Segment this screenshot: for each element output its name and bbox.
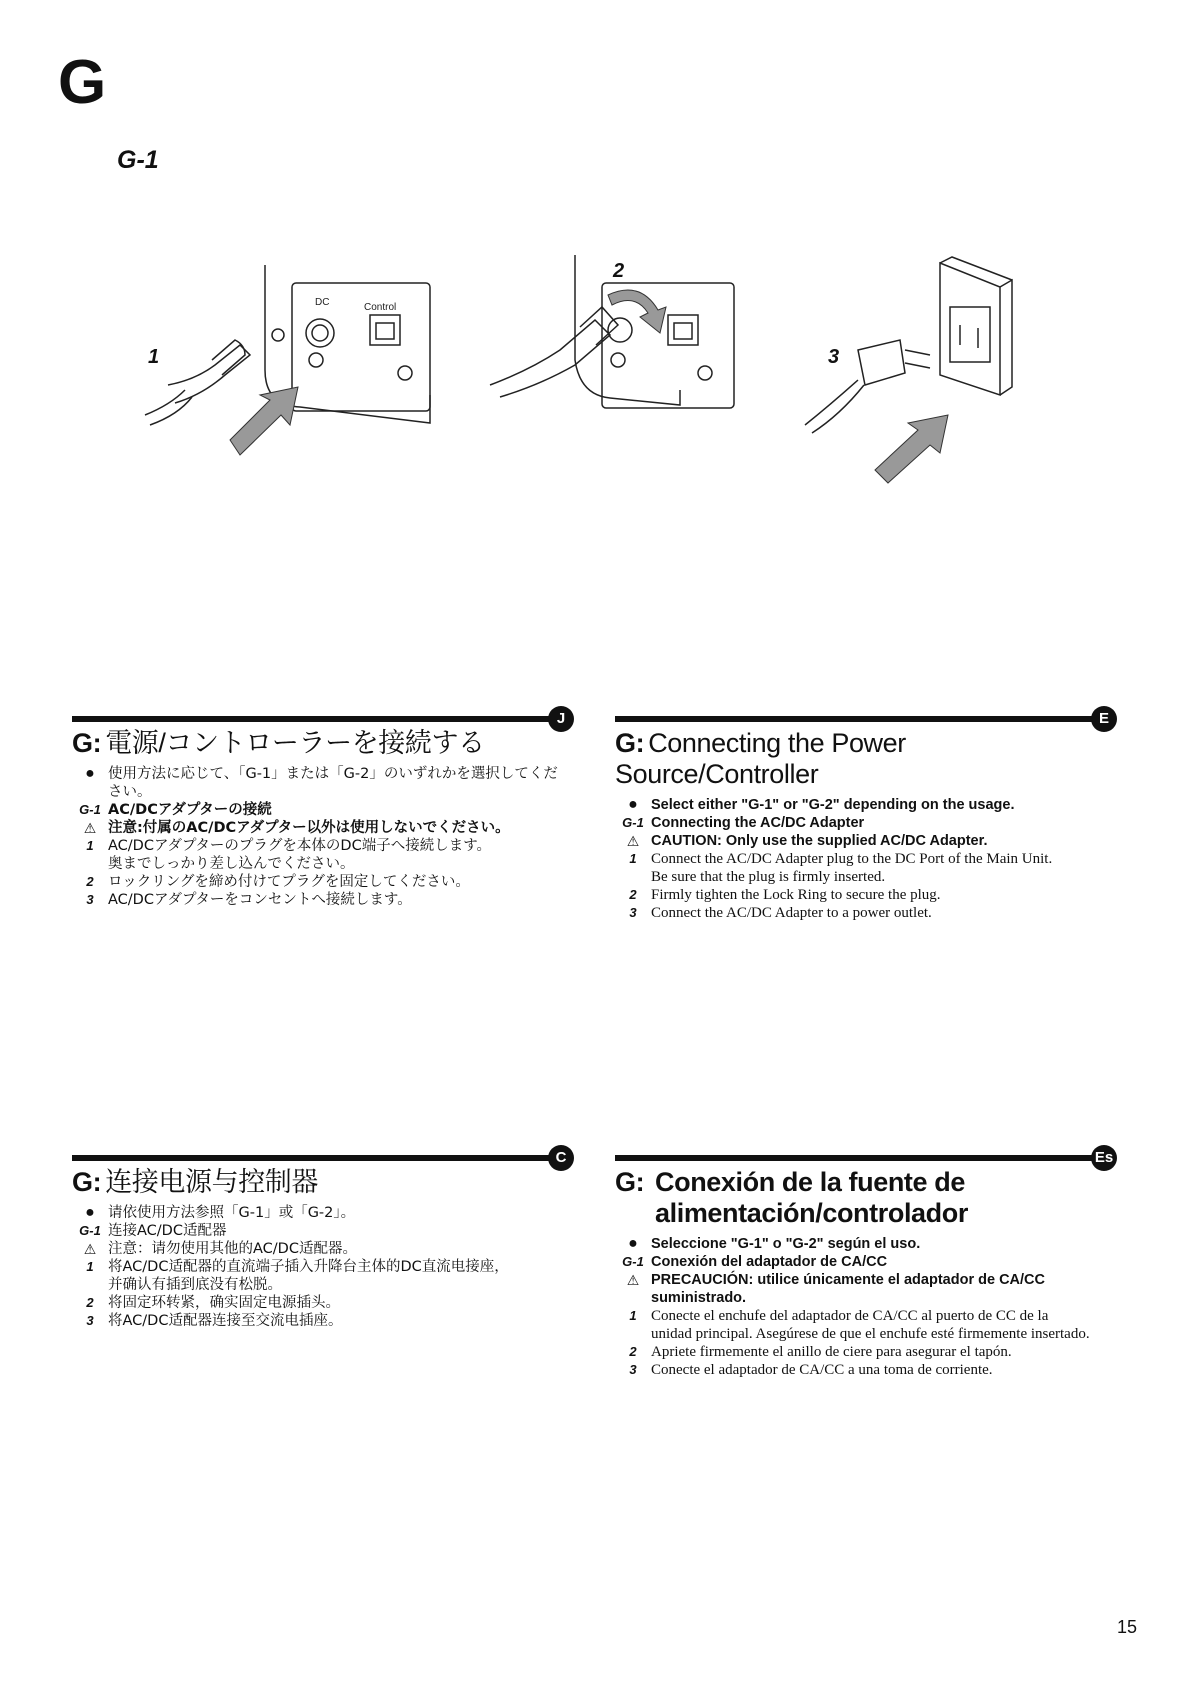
step-row — [615, 886, 1115, 904]
caution-row — [615, 832, 1115, 850]
g1-row — [72, 801, 572, 819]
step-row — [72, 1258, 572, 1294]
g1-label: G-1 — [622, 815, 644, 830]
dc-port-label: DC — [315, 297, 330, 308]
caution-row — [72, 819, 572, 837]
step-text: Conecte el enchufe del adaptador de CA/CC al puerto de CC de la unidad principal. Asegúrese de que el enchufe esté firmemente insertado. — [651, 1308, 1090, 1342]
step-number: 1 — [629, 1308, 637, 1323]
g1-title: Connecting the AC/DC Adapter — [651, 815, 865, 831]
warning-icon: ⚠ — [626, 1272, 640, 1288]
step-text: 将AC/DC适配器的直流端子插入升降台主体的DC直流电接座， 并确认有插到底没有松脱。 — [108, 1259, 509, 1293]
heading-text: 连接电源与控制器 — [105, 1167, 319, 1197]
step2-illustration — [490, 255, 734, 408]
language-badge-es: Es — [1091, 1145, 1117, 1171]
bullet-icon: ● — [85, 1204, 95, 1221]
section-rule — [72, 1149, 567, 1166]
section-heading — [72, 1167, 572, 1198]
step-row — [615, 1343, 1115, 1361]
step-number: 2 — [86, 874, 94, 889]
select-text: 请依使用方法参照「G-1」或「G-2」。 — [108, 1205, 356, 1221]
g1-label: G-1 — [622, 1254, 644, 1269]
caution-text: CAUTION: Only use the supplied AC/DC Adapter. — [651, 833, 988, 849]
section-heading — [615, 728, 1115, 790]
g1-title: 连接AC/DC适配器 — [108, 1223, 227, 1239]
japanese-section — [72, 710, 572, 909]
step-row — [615, 850, 1115, 886]
select-row — [615, 796, 1115, 814]
step-row — [615, 1361, 1115, 1379]
step2-number: 2 — [613, 260, 625, 282]
heading-prefix: G: — [615, 1167, 645, 1197]
step-text: 将固定环转紧，确实固定电源插头。 — [108, 1295, 340, 1311]
step-row — [72, 1312, 572, 1330]
step-number: 3 — [629, 905, 637, 920]
select-row — [72, 765, 572, 801]
g1-label: G-1 — [79, 1223, 101, 1238]
heading-prefix: G: — [72, 728, 102, 758]
figure-label: G-1 — [117, 146, 159, 174]
chinese-section — [72, 1149, 572, 1330]
caution-text: 注意:付属のAC/DCアダプター以外は使用しないでください。 — [108, 820, 510, 836]
warning-icon: ⚠ — [83, 820, 97, 836]
g1-title: AC/DCアダプターの接続 — [108, 802, 272, 818]
section-rule — [72, 710, 566, 727]
g1-row — [615, 814, 1115, 832]
language-badge-c: C — [548, 1145, 574, 1171]
insert-arrow-3 — [875, 415, 948, 483]
step3-illustration — [805, 257, 1012, 433]
heading-text-line1: Conexión de la fuente de — [655, 1167, 965, 1197]
step-row — [615, 1307, 1115, 1343]
heading-text: 電源/コントローラーを接続する — [105, 728, 485, 758]
step-text: Connect the AC/DC Adapter to a power outlet. — [651, 905, 932, 921]
step-text: Conecte el adaptador de CA/CC a una toma de corriente. — [651, 1362, 993, 1378]
heading-text: Connecting the Power Source/Controller — [615, 728, 906, 789]
section-rule — [615, 1149, 1114, 1166]
g1-title: Conexión del adaptador de CA/CC — [651, 1254, 888, 1270]
heading-text-line2: alimentación/controlador — [655, 1198, 968, 1228]
heading-prefix: G: — [615, 728, 645, 758]
step-text: Connect the AC/DC Adapter plug to the DC Port of the Main Unit. Be sure that the plug is firmly inserted. — [651, 851, 1053, 885]
control-port-label: Control — [364, 302, 397, 313]
caution-row — [72, 1240, 572, 1258]
step-row — [72, 873, 572, 891]
caution-text: PRECAUCIÓN: utilice únicamente el adaptador de CA/CC suministrado. — [651, 1272, 1045, 1306]
step-number: 1 — [86, 838, 94, 853]
step-number: 3 — [86, 1313, 94, 1328]
step-number: 1 — [86, 1259, 94, 1274]
step-text: Apriete firmemente el anillo de ciere para asegurar el tapón. — [651, 1344, 1012, 1360]
language-badge-j: J — [548, 706, 574, 732]
select-row — [615, 1235, 1115, 1253]
heading-prefix: G: — [72, 1167, 102, 1197]
section-letter: G — [58, 48, 107, 117]
connection-illustrations — [140, 255, 1100, 485]
step-number: 2 — [86, 1295, 94, 1310]
g1-row — [72, 1222, 572, 1240]
language-badge-e: E — [1091, 706, 1117, 732]
caution-row — [615, 1271, 1115, 1307]
english-section — [615, 710, 1115, 922]
warning-icon: ⚠ — [83, 1241, 97, 1257]
bullet-icon: ● — [628, 1235, 638, 1252]
page-number: 15 — [1117, 1617, 1138, 1637]
section-heading — [615, 1167, 1115, 1229]
select-text: 使用方法に応じて、「G-1」または「G-2」のいずれかを選択してください。 — [108, 766, 558, 800]
step-number: 2 — [629, 1344, 637, 1359]
insert-arrow-1 — [230, 387, 298, 455]
section-heading — [72, 728, 572, 759]
caution-text: 注意：请勿使用其他的AC/DC适配器。 — [108, 1241, 357, 1257]
warning-icon: ⚠ — [626, 833, 640, 849]
step-number: 3 — [629, 1362, 637, 1377]
step-text: AC/DCアダプターのプラグを本体のDC端子へ接続します。 奥までしっかり差し込んでください。 — [108, 838, 492, 872]
step-row — [72, 837, 572, 873]
select-text: Seleccione "G-1" o "G-2" según el uso. — [651, 1236, 921, 1252]
step-row — [72, 1294, 572, 1312]
g1-label: G-1 — [79, 802, 101, 817]
step-text: ロックリングを締め付けてプラグを固定してください。 — [108, 874, 470, 890]
step-number: 2 — [629, 887, 637, 902]
bullet-icon: ● — [628, 796, 638, 813]
spanish-section — [615, 1149, 1115, 1379]
step-text: AC/DCアダプターをコンセントへ接続します。 — [108, 892, 412, 908]
g1-row — [615, 1253, 1115, 1271]
select-text: Select either "G-1" or "G-2" depending on the usage. — [651, 797, 1015, 813]
step1-number: 1 — [148, 346, 160, 368]
step-row — [615, 904, 1115, 922]
select-row — [72, 1204, 572, 1222]
illustration-svg — [140, 255, 1100, 485]
step3-number: 3 — [828, 346, 840, 368]
section-rule — [615, 710, 1109, 727]
step-text: Firmly tighten the Lock Ring to secure the plug. — [651, 887, 941, 903]
step-text: 将AC/DC适配器连接至交流电插座。 — [108, 1313, 343, 1329]
step-number: 3 — [86, 892, 94, 907]
step-row — [72, 891, 572, 909]
step-number: 1 — [629, 851, 637, 866]
bullet-icon: ● — [85, 765, 95, 782]
